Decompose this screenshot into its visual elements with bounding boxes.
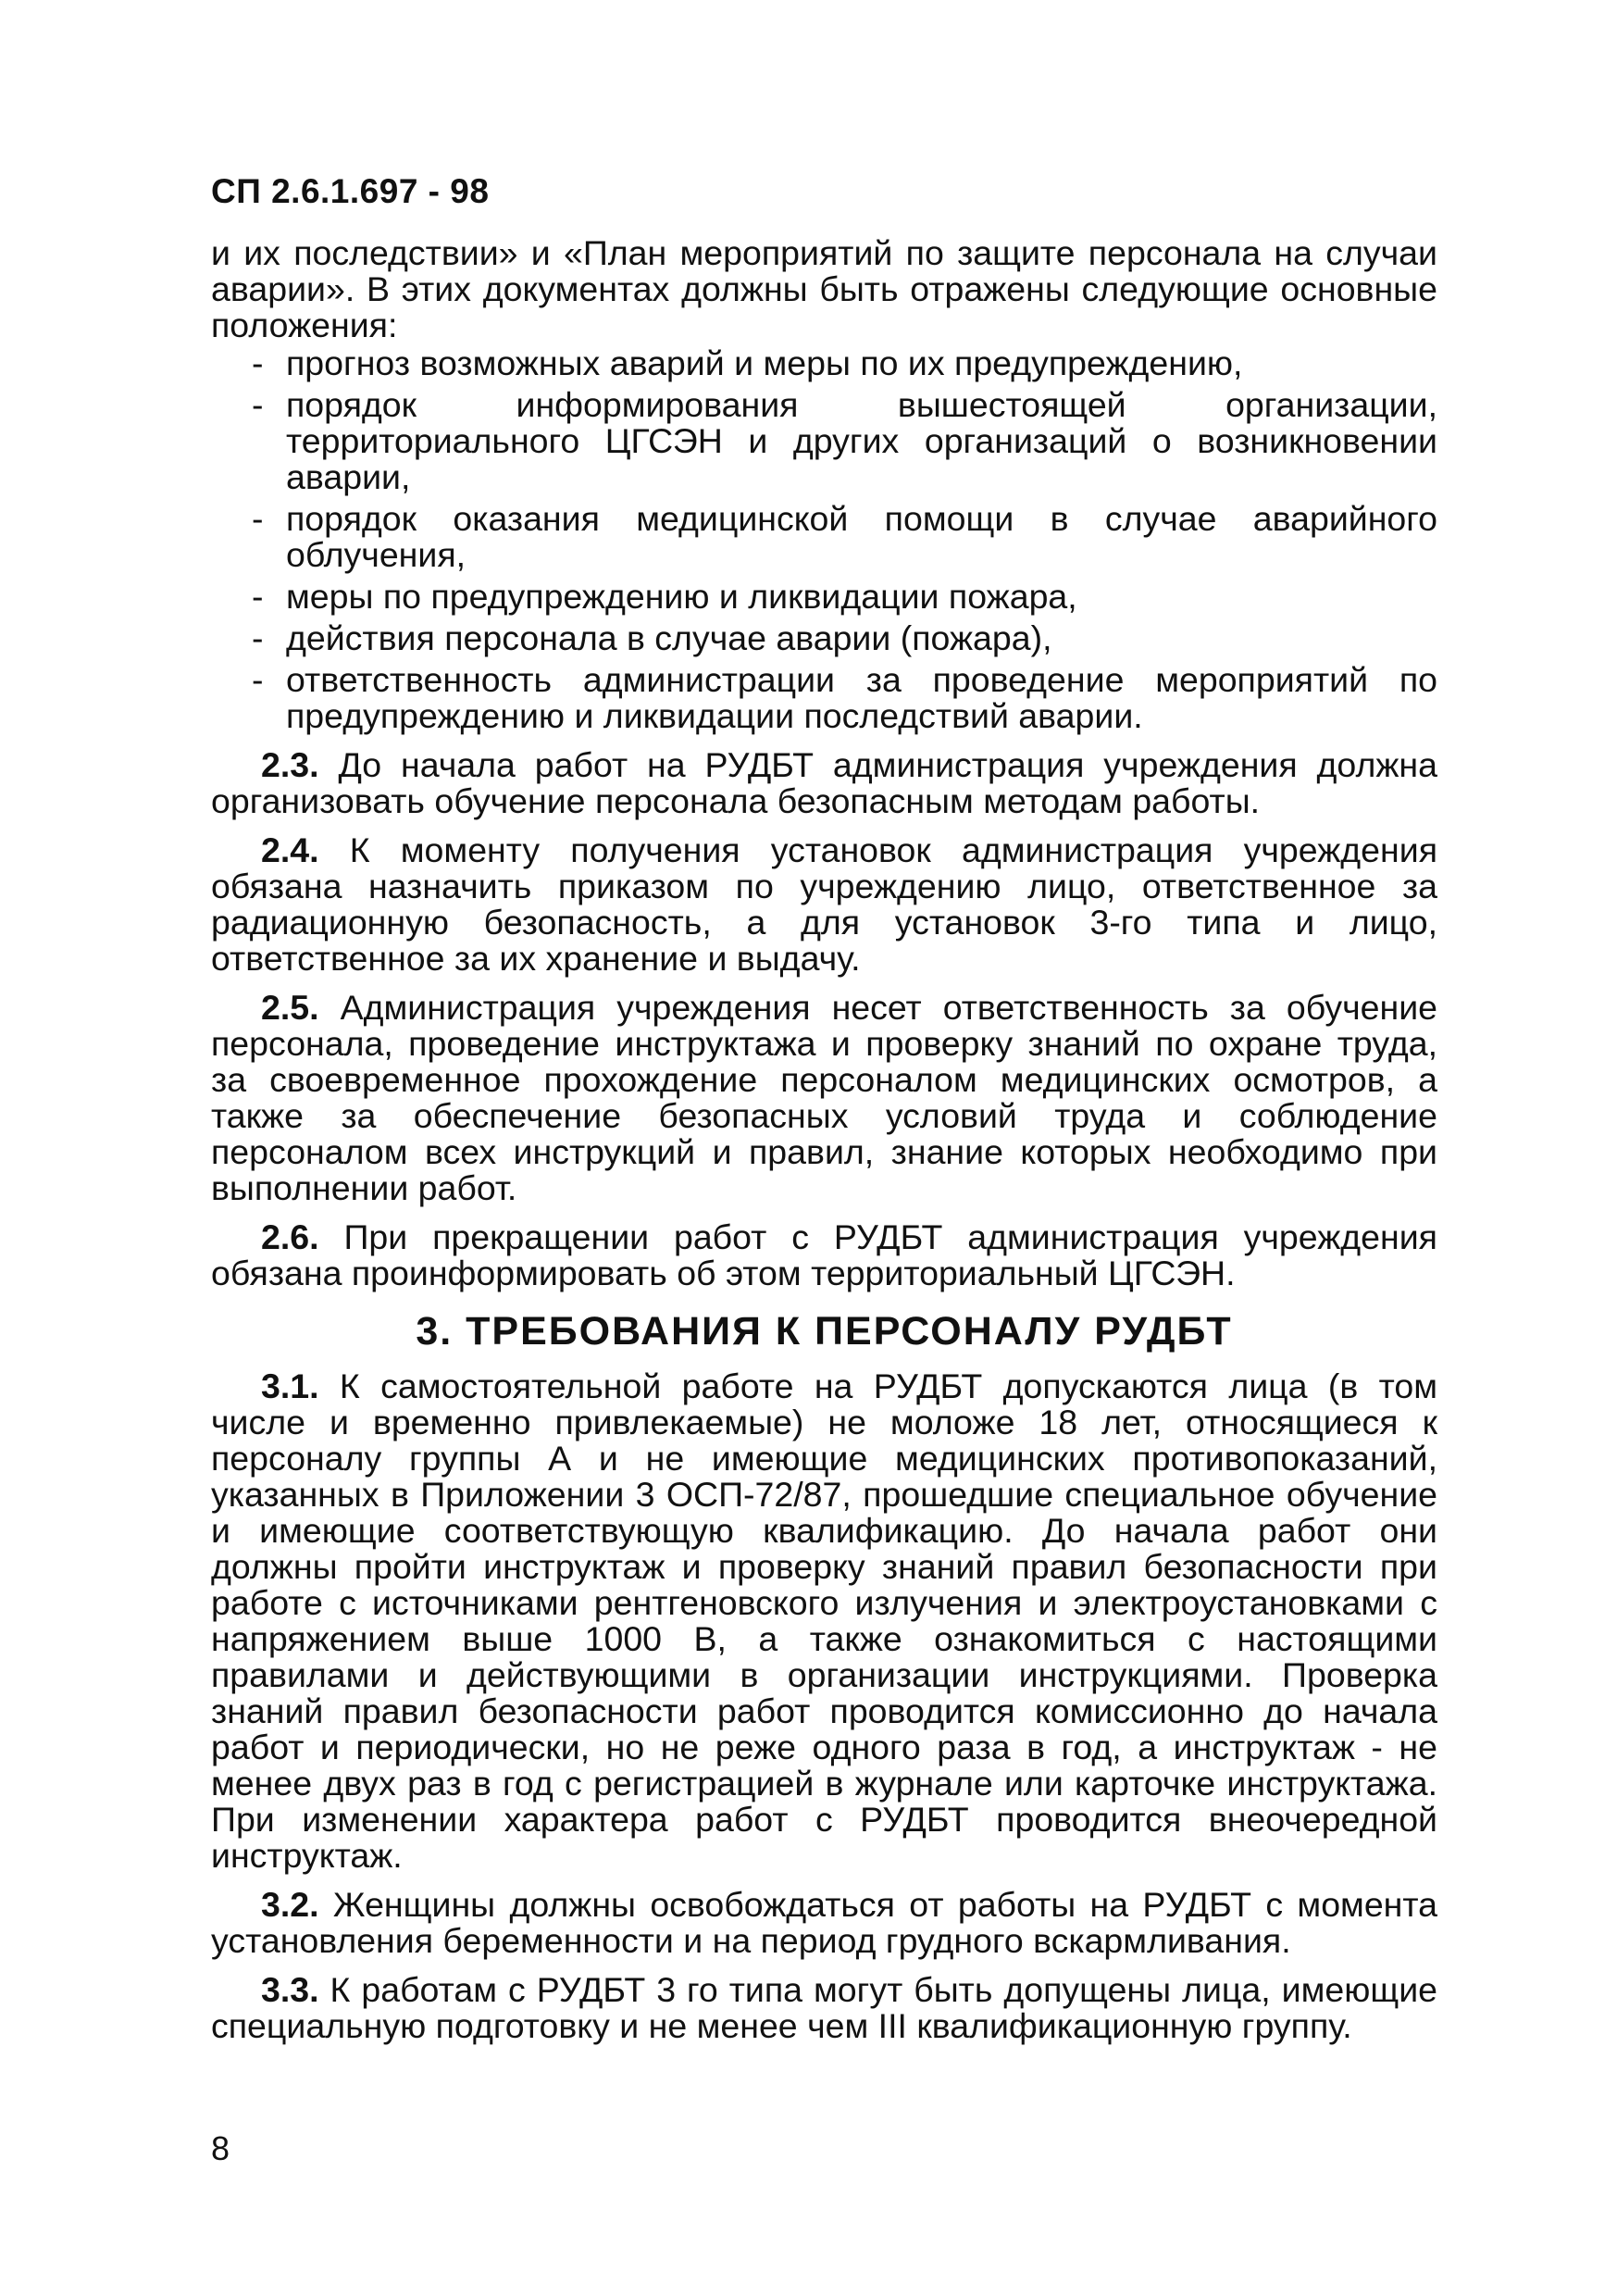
clause-text: Администрация учреждения несет ответственность за обучение персонала, проведение инструктажа и проверку знаний по охране труда, за своевременное прохождение персоналом медицинских осмотров, а также за обеспечение безопасных условий труда и соблюдение персоналом всех инструкций и правил, знание которых необходимо при выполнении работ. <box>211 988 1438 1207</box>
clause-3-2 <box>211 1887 1437 1959</box>
clause-text: К моменту получения установок администрация учреждения обязана назначить приказом по учреждению лицо, ответственное за радиационную безопасность, а для установок 3-го типа и лицо, ответственное за их хранение и выдачу. <box>211 830 1438 978</box>
clause-text: К работам с РУДБТ 3 го типа могут быть допущены лица, имеющие специальную подготовку и не менее чем III квалификационную группу. <box>211 1970 1437 2045</box>
section-3-heading: 3. ТРЕБОВАНИЯ К ПЕРСОНАЛУ РУДБТ <box>416 1309 1233 1354</box>
clause-2-5 <box>211 990 1437 1206</box>
list-item: - прогноз возможных аварий и меры по их предупреждению, <box>252 345 1437 381</box>
clause-3-1 <box>211 1368 1437 1874</box>
list-item: - ответственность администрации за проведение мероприятий по предупреждению и ликвидации последствий аварии. <box>252 662 1437 734</box>
list-item: - порядок оказания медицинской помощи в случае аварийного облучения, <box>252 501 1437 573</box>
list-item: - порядок информирования вышестоящей организации, территориального ЦГСЭН и других организаций о возникновении аварии, <box>252 387 1437 495</box>
page-number: 8 <box>211 2129 230 2167</box>
clause-number: 2.6. <box>261 1217 319 1256</box>
clause-number: 2.4. <box>261 830 319 869</box>
document-code: СП 2.6.1.697 - 98 <box>211 172 490 210</box>
clause-2-4 <box>211 832 1437 977</box>
clause-text: Женщины должны освобождаться от работы на РУДБТ с момента установления беременности и на период грудного вскармливания. <box>211 1885 1438 1960</box>
clause-number: 2.3. <box>261 745 319 784</box>
list-item: - действия персонала в случае аварии (пожара), <box>252 620 1437 656</box>
clause-number: 3.3. <box>261 1970 319 2009</box>
list-item: - меры по предупреждению и ликвидации пожара, <box>252 579 1437 615</box>
intro-paragraph: и их последствии» и «План мероприятий по защите персонала на случаи аварии». В этих документах должны быть отражены следующие основные положения: <box>211 233 1437 344</box>
clause-3-3 <box>211 1972 1437 2044</box>
clause-number: 2.5. <box>261 988 319 1027</box>
document-body <box>211 235 1437 2057</box>
clause-text: До начала работ на РУДБТ администрация учреждения должна организовать обучение персонала безопасным методам работы. <box>211 745 1437 820</box>
clause-text: При прекращении работ с РУДБТ администрация учреждения обязана проинформировать об этом территориальный ЦГСЭН. <box>211 1217 1437 1292</box>
clause-2-6 <box>211 1219 1437 1292</box>
clause-number: 3.2. <box>261 1885 319 1924</box>
clause-2-3 <box>211 747 1437 819</box>
clause-number: 3.1. <box>261 1366 319 1405</box>
clause-text: К самостоятельной работе на РУДБТ допускаются лица (в том числе и временно привлекаемые) не моложе 18 лет, относящиеся к персоналу группы А и не имеющие медицинских противопоказаний, указанных в Приложении 3 ОСП-72/87, прошедшие специальное обучение и имеющие соответствующую квалификацию. До начала работ они должны пройти инструктаж и проверку знаний правил безопасности при работе с источниками рентгеновского излучения и электроустановками с напряжением выше 1000 В, а также ознакомиться с настоящими правилами и действующими в организации инструкциями. Проверка знаний правил безопасности работ проводится комиссионно до начала работ и периодически, но не реже одного раза в год, а инструктаж - не менее двух раз в год с регистрацией в журнале или карточке инструктажа. При изменении характера работ с РУДБТ проводится внеочередной инструктаж. <box>211 1366 1437 1875</box>
requirements-list <box>211 345 1437 734</box>
